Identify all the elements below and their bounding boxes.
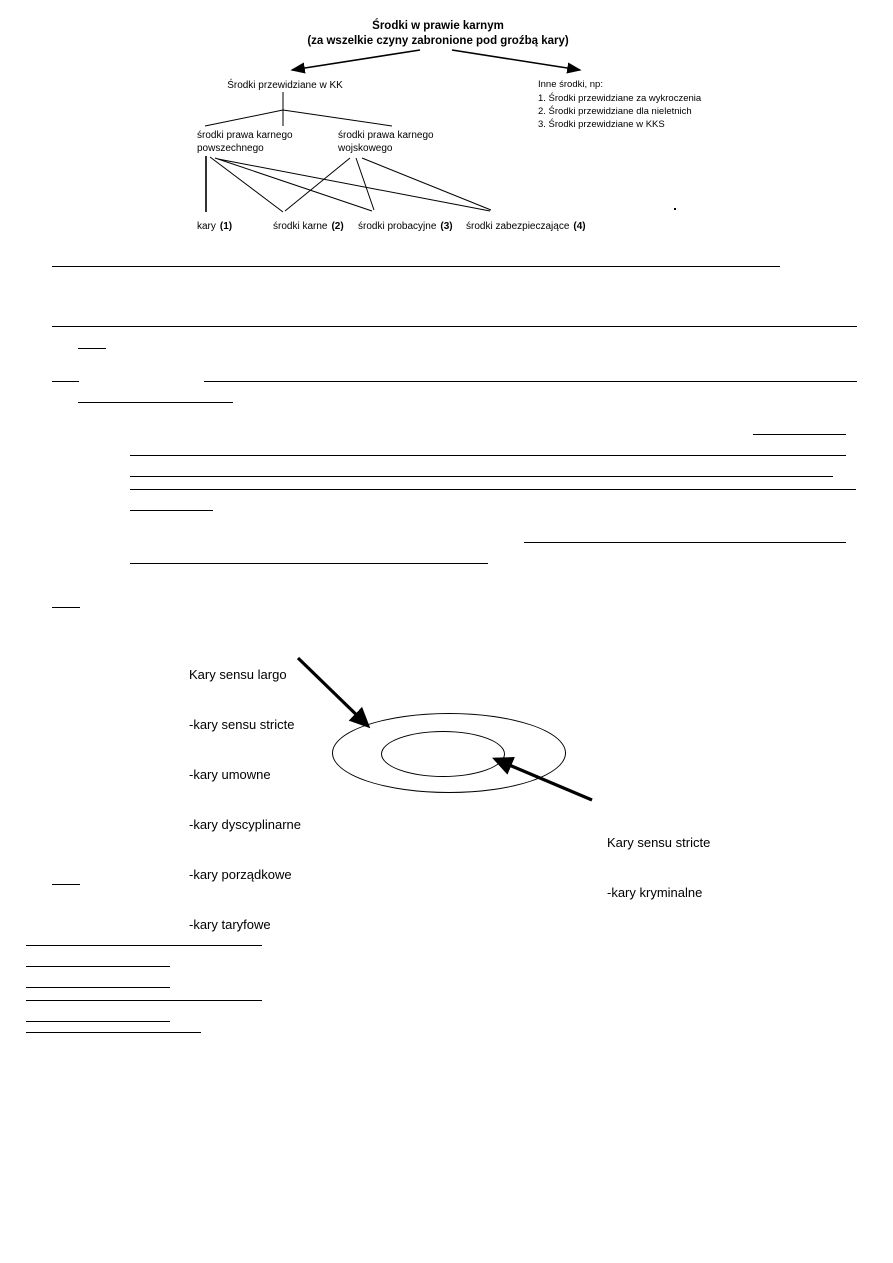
leaf-srodki-karne <box>273 216 344 234</box>
rule-line <box>52 326 857 327</box>
donut-outer-label-line-5: -kary porządkowe <box>189 866 292 882</box>
leaf-srodki-probacyjne-label: środki probacyjne <box>358 221 437 232</box>
diagram-title-line2: (za wszelkie czyny zabronione pod groźbą kary) <box>307 35 569 47</box>
rule-line <box>78 402 233 403</box>
donut-outer-label-line-4: -kary dyscyplinarne <box>189 816 301 832</box>
donut-inner-label <box>607 802 710 935</box>
leaf-srodki-zabezpieczajace-number: (4) <box>573 221 586 232</box>
node-right-branch-header: Inne środki, np: <box>538 79 603 90</box>
donut-outer-label-line-6: -kary taryfowe <box>189 916 271 932</box>
rule-line <box>26 987 170 988</box>
leaf-srodki-zabezpieczajace-label: środki zabezpieczające <box>466 221 570 232</box>
diagram-title-line1: Środki w prawie karnym <box>372 20 504 32</box>
donut-diagram <box>0 600 893 932</box>
rule-line <box>130 563 488 564</box>
rule-line <box>524 542 846 543</box>
rule-line <box>130 489 856 490</box>
rule-line <box>130 510 213 511</box>
leaf-kary <box>197 216 232 234</box>
donut-outer-label-line-1: Kary sensu largo <box>189 667 287 683</box>
rule-line <box>52 266 780 267</box>
node-sub-right-line1: środki prawa karnego <box>338 130 434 141</box>
top-tree-diagram <box>0 0 893 250</box>
donut-inner-label-line-2: -kary kryminalne <box>607 885 703 901</box>
node-right-branch-item-3: 3. Środki przewidziane w KKS <box>538 119 665 130</box>
node-sub-right-line2: wojskowego <box>338 143 393 154</box>
donut-outer-label-line-2: -kary sensu stricte <box>189 717 295 733</box>
donut-inner-ellipse <box>381 731 505 777</box>
node-sub-left-line2: powszechnego <box>197 143 264 154</box>
rule-line <box>130 455 846 456</box>
rule-line <box>52 381 79 382</box>
rule-line <box>204 381 857 382</box>
rule-line <box>78 348 106 349</box>
leaf-srodki-probacyjne-number: (3) <box>440 221 453 232</box>
donut-inner-label-line-1: Kary sensu stricte <box>607 835 711 851</box>
donut-outer-label <box>189 634 301 967</box>
stray-mark <box>674 208 676 210</box>
leaf-srodki-karne-label: środki karne <box>273 221 328 232</box>
rule-line <box>26 1032 201 1033</box>
rule-line <box>26 966 170 967</box>
leaf-srodki-zabezpieczajace <box>466 216 586 234</box>
leaf-srodki-probacyjne <box>358 216 453 234</box>
leaf-srodki-karne-number: (2) <box>331 221 344 232</box>
node-sub-left-line1: środki prawa karnego <box>197 130 293 141</box>
rule-line <box>26 1000 262 1001</box>
node-right-branch-item-2: 2. Środki przewidziane dla nieletnich <box>538 106 692 117</box>
donut-outer-label-line-3: -kary umowne <box>189 767 271 782</box>
rule-line <box>130 476 833 477</box>
leaf-kary-number: (1) <box>219 221 233 232</box>
rule-line <box>753 434 846 435</box>
leaf-kary-label: kary <box>197 221 216 232</box>
node-right-branch-item-1: 1. Środki przewidziane za wykroczenia <box>538 93 702 104</box>
rule-line <box>26 1021 170 1022</box>
node-left-branch: Środki przewidziane w KK <box>227 80 343 91</box>
